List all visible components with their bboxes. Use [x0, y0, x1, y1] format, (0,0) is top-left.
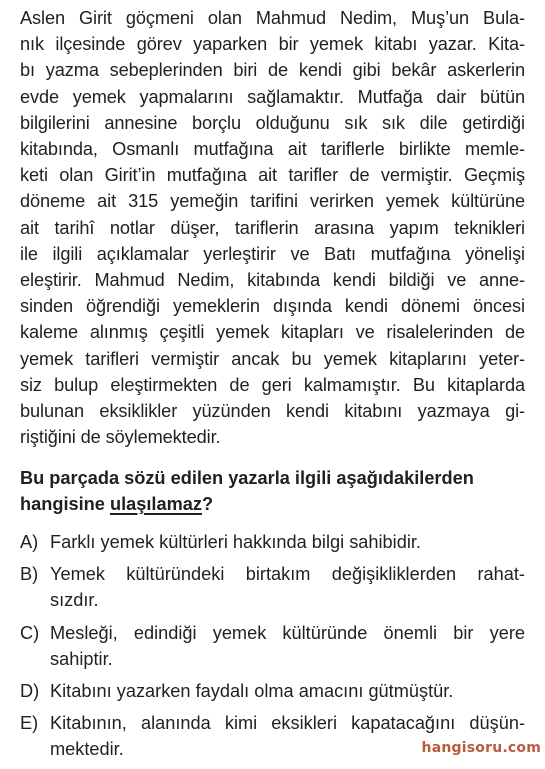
watermark-tld: com	[507, 740, 541, 756]
passage-line: bulunan eksiklikler yüzünden kendi kitabını yazmaya gi-	[20, 401, 525, 422]
passage-line: bı yazma sebeplerinden biri de kendi gibi bekâr askerlerin	[20, 60, 525, 81]
passage-line: bilgilerini annesine borçlu olduğunu sık sık dile getirdiği	[20, 112, 525, 133]
passage-line: keti olan Girit’in mutfağına ait tarifler de vermiştir. Geçmiş	[20, 165, 525, 186]
question-line	[20, 491, 525, 517]
answer-options	[20, 529, 525, 769]
option-text: Kitabını yazarken faydalı olma amacını gütmüştür.	[50, 681, 454, 702]
option-text: sahiptir.	[50, 648, 113, 669]
passage-line: ait tarihî notlar düşer, tariflerin arasına yapım teknikleri	[20, 217, 525, 238]
option-d[interactable]	[20, 678, 525, 704]
option-text: sızdır.	[50, 590, 99, 611]
option-b[interactable]	[20, 561, 525, 613]
question-mark: ?	[201, 494, 214, 514]
option-letter: D)	[20, 681, 40, 702]
option-text: Farklı yemek kültürleri hakkında bilgi sahibidir.	[50, 532, 421, 552]
option-text: Yemek kültüründeki birtakım değişikliklerden rahat-	[50, 564, 525, 585]
passage-line: evde yemek yapmalarını sağlamaktır. Mutfağa dair bütün	[20, 86, 525, 107]
passage-line: döneme ait 315 yemeğin tarifini verirken yemek kültürüne	[20, 191, 525, 212]
passage-line: ile ilgili açıklamalar yerleştirir ve Batı mutfağına yönelişi	[20, 243, 525, 264]
option-a[interactable]	[20, 529, 525, 555]
passage-line: kaleme alınmış çeşitli yemek kitapları ve risalelerinden de	[20, 322, 525, 343]
passage-line: riştiğini de söylemektedir.	[20, 427, 221, 448]
watermark-name: hangisoru	[421, 740, 503, 756]
option-letter: E)	[20, 713, 39, 734]
passage-line: kitabında, Osmanlı mutfağına ait tariflerle birlikte memle-	[20, 139, 525, 160]
question-keyword: ulaşılamaz	[109, 494, 202, 514]
question-line: Bu parçada sözü edilen yazarla ilgili aşağıdakilerden	[20, 468, 474, 488]
passage-line: nık ilçesinde görev yaparken bir yemek kitabı yazar. Kita-	[20, 34, 525, 55]
option-letter: C)	[20, 622, 40, 643]
reading-passage	[20, 5, 525, 450]
option-c[interactable]	[20, 620, 525, 672]
passage-line: siz bulup eleştirmekten de geri kalmamıştır. Bu kitaplarda	[20, 374, 525, 395]
question-stem	[20, 465, 525, 517]
passage-line: sinden öğrendiği yemeklerin dışında kendi dönemi öncesi	[20, 296, 525, 317]
passage-line: yemek tarifleri vermiştir ancak bu yemek kitaplarını yeter-	[20, 348, 525, 369]
option-text: mektedir.	[50, 739, 124, 760]
site-watermark	[422, 740, 541, 756]
passage-line: Aslen Girit göçmeni olan Mahmud Nedim, Muş’un Bula-	[20, 8, 525, 28]
question-prefix: hangisine	[20, 494, 110, 514]
option-letter: A)	[20, 532, 39, 552]
watermark-dot: .	[502, 740, 508, 756]
option-letter: B)	[20, 564, 39, 585]
passage-line: eleştirir. Mahmud Nedim, kitabında kendi bildiği ve anne-	[20, 270, 525, 291]
option-text: Mesleği, edindiği yemek kültüründe önemli bir yere	[50, 622, 525, 643]
option-text: Kitabının, alanında kimi eksikleri kapatacağını düşün-	[50, 713, 525, 734]
